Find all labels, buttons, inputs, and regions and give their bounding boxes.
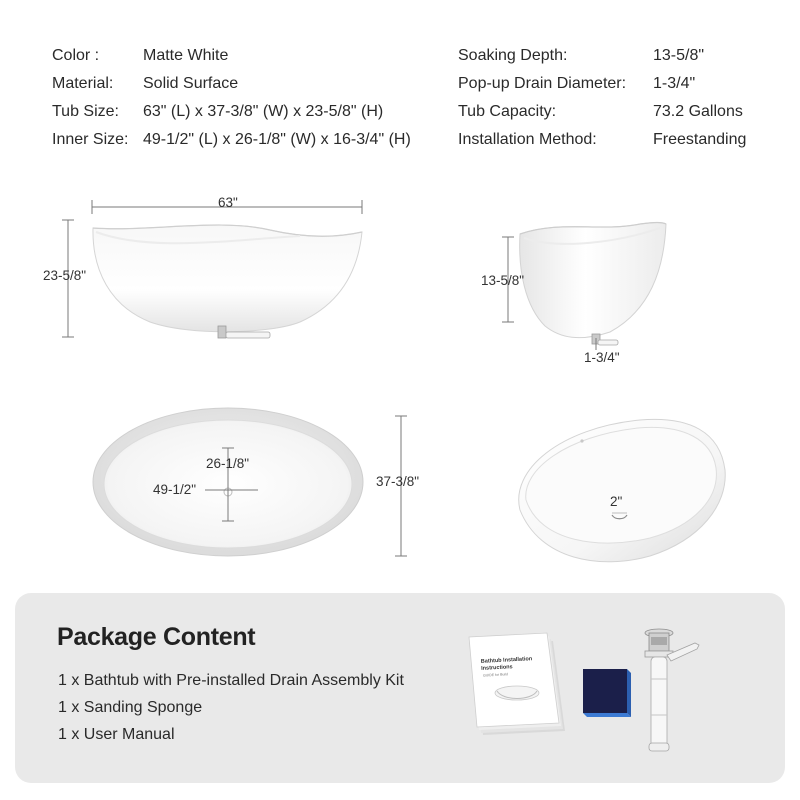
spec-value: 73.2 Gallons [653, 103, 743, 120]
manual-title: Bathtub Installation Instructions [480, 656, 533, 672]
package-title: Package Content [57, 623, 256, 651]
package-item-bathtub: 1 x Bathtub with Pre-installed Drain Assembly Kit [58, 672, 404, 689]
spec-value: 13-5/8" [653, 47, 705, 64]
tub-end-view [520, 223, 666, 346]
spec-value: 49-1/2" (L) x 26-1/8" (W) x 16-3/4" (H) [143, 131, 411, 148]
spec-value: 63" (L) x 37-3/8" (W) x 23-5/8" (H) [143, 103, 384, 120]
manual-subtitle: GUIDE for Build [482, 672, 509, 678]
package-item-manual: 1 x User Manual [58, 726, 175, 743]
dim-drain-label: 1-3/4" [584, 350, 620, 365]
dim-inner-length-label: 49-1/2" [153, 482, 197, 497]
tub-side-view [93, 225, 362, 338]
spec-value: Matte White [143, 47, 229, 64]
package-content-panel [15, 593, 785, 783]
dim-inner-width-label: 26-1/8" [206, 456, 250, 471]
spec-value: 1-3/4" [653, 75, 696, 92]
spec-label: Tub Size: [52, 103, 119, 120]
package-item-sponge: 1 x Sanding Sponge [58, 699, 203, 716]
spec-label: Inner Size: [52, 131, 129, 148]
sanding-sponge-image [579, 663, 641, 725]
user-manual-image [463, 631, 575, 751]
dim-drain-top-label: 2" [610, 494, 623, 509]
spec-label: Material: [52, 75, 114, 92]
spec-value: Freestanding [653, 131, 747, 148]
dim-height-label: 23-5/8" [43, 268, 87, 283]
tub-angled-view [519, 419, 725, 561]
spec-label: Pop-up Drain Diameter: [458, 75, 627, 92]
spec-label: Installation Method: [458, 131, 597, 148]
dim-soaking-label: 13-5/8" [481, 273, 525, 288]
spec-label: Soaking Depth: [458, 47, 568, 64]
dim-length-label: 63" [218, 195, 238, 210]
spec-label: Color : [52, 47, 100, 64]
spec-value: Solid Surface [143, 75, 239, 92]
spec-label: Tub Capacity: [458, 103, 557, 120]
dim-width-label: 37-3/8" [376, 474, 420, 489]
drain-assembly-image [639, 619, 709, 769]
